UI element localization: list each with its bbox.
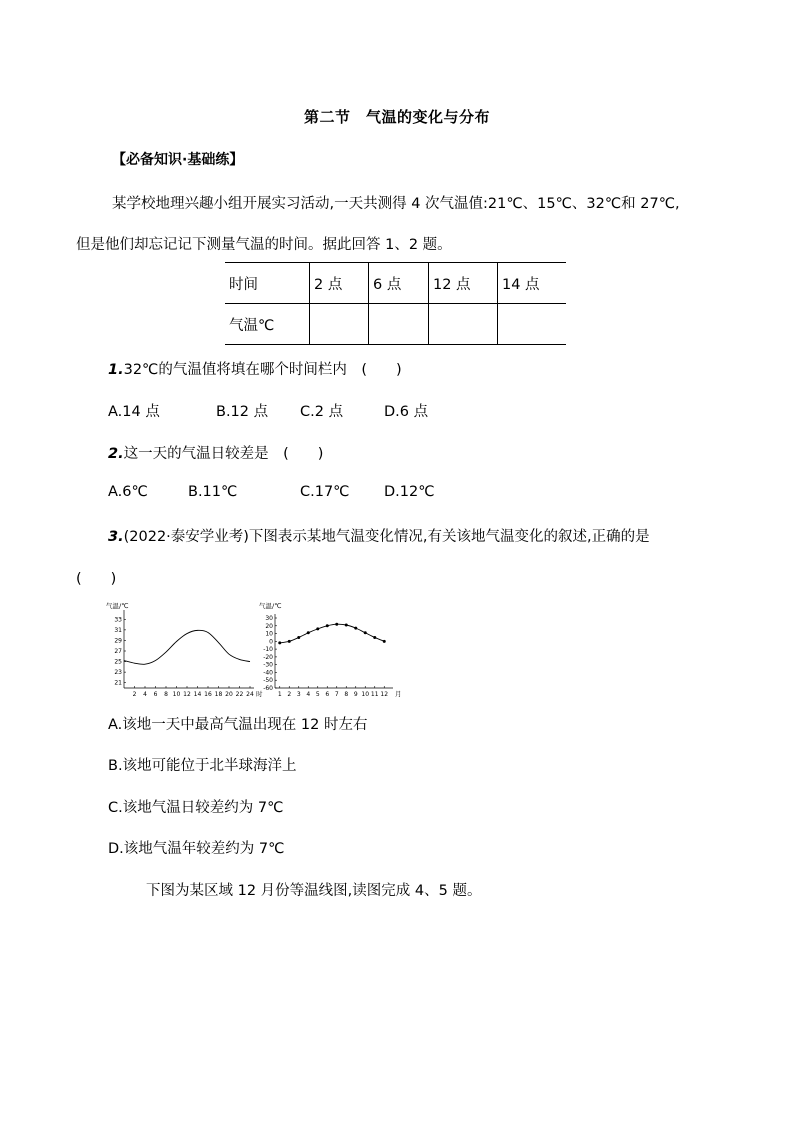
x-tick-label: 2 xyxy=(287,691,292,698)
x-axis-unit: 月 xyxy=(395,690,402,698)
y-tick-label: 10 xyxy=(265,630,273,638)
q3-option-d: D.该地气温年较差约为 7℃ xyxy=(108,841,285,857)
y-tick-label: -30 xyxy=(263,661,273,669)
q2-option-a: A.6℃ xyxy=(108,484,148,500)
question-1 xyxy=(108,358,402,379)
x-tick-label: 8 xyxy=(164,691,168,698)
x-tick-label: 22 xyxy=(235,691,244,698)
q2-option-d: D.12℃ xyxy=(384,484,435,500)
table-row xyxy=(225,263,566,304)
y-tick-label: -20 xyxy=(263,653,273,661)
y-tick-label: 29 xyxy=(114,637,122,645)
table-cell: 12 点 xyxy=(429,263,498,304)
closing-paragraph: 下图为某区域 12 月份等温线图,读图完成 4、5 题。 xyxy=(146,883,482,899)
x-tick-label: 4 xyxy=(143,691,147,698)
x-tick-label: 12 xyxy=(183,691,191,698)
x-tick-label: 8 xyxy=(344,691,349,698)
temperature-table xyxy=(225,262,566,345)
q1-option-a: A.14 点 xyxy=(108,404,160,420)
data-point xyxy=(335,623,338,626)
x-tick-label: 6 xyxy=(325,691,330,698)
x-tick-label: 14 xyxy=(193,691,202,698)
y-tick-label: 33 xyxy=(114,616,122,624)
page-title: 第二节 气温的变化与分布 xyxy=(303,108,490,126)
annual-temperature-chart xyxy=(255,600,405,700)
q1-option-b: B.12 点 xyxy=(216,404,269,420)
table-cell xyxy=(429,304,498,345)
data-point xyxy=(373,636,376,639)
x-tick-label: 20 xyxy=(225,691,233,698)
x-tick-label: 10 xyxy=(172,691,181,698)
data-point xyxy=(307,631,310,634)
question-text: 32℃的气温值将填在哪个时间栏内 ( ) xyxy=(123,362,402,378)
series-line xyxy=(280,624,385,643)
y-axis-label: 气温/℃ xyxy=(106,602,129,610)
intro-line-2: 但是他们却忘记记下测量气温的时间。据此回答 1、2 题。 xyxy=(76,237,452,253)
x-tick-label: 18 xyxy=(214,691,223,698)
y-tick-label: -50 xyxy=(263,677,273,685)
x-axis-unit: 时 xyxy=(256,690,263,698)
question-3 xyxy=(108,525,650,546)
question-2 xyxy=(108,442,323,463)
data-point xyxy=(364,631,367,634)
q3-answer-bracket: ( ) xyxy=(76,571,117,587)
x-tick-label: 9 xyxy=(353,691,358,698)
y-tick-label: -10 xyxy=(263,646,273,654)
data-point xyxy=(383,640,386,643)
y-tick-label: -40 xyxy=(263,669,273,677)
q2-option-b: B.11℃ xyxy=(188,484,238,500)
x-tick-label: 3 xyxy=(296,691,301,698)
data-point xyxy=(316,627,319,630)
table-cell: 时间 xyxy=(225,263,310,304)
q2-option-c: C.17℃ xyxy=(300,484,350,500)
data-point xyxy=(297,636,300,639)
q3-option-a: A.该地一天中最高气温出现在 12 时左右 xyxy=(108,717,368,733)
x-tick-label: 2 xyxy=(132,691,137,698)
question-text: 这一天的气温日较差是 ( ) xyxy=(123,446,324,462)
data-point xyxy=(354,627,357,630)
table-cell: 气温℃ xyxy=(225,304,310,345)
x-tick-label: 10 xyxy=(361,691,370,698)
x-tick-label: 6 xyxy=(153,691,158,698)
y-tick-label: 21 xyxy=(114,679,122,687)
table-row xyxy=(225,304,566,345)
data-point xyxy=(278,641,281,644)
y-tick-label: 27 xyxy=(114,648,122,655)
table-cell xyxy=(369,304,429,345)
q1-option-d: D.6 点 xyxy=(384,404,429,420)
table-cell: 2 点 xyxy=(310,263,369,304)
y-tick-label: 23 xyxy=(114,669,122,677)
y-tick-label: 31 xyxy=(114,626,122,634)
x-tick-label: 4 xyxy=(306,691,311,698)
data-point xyxy=(345,624,348,627)
table-cell xyxy=(310,304,369,345)
data-point xyxy=(326,624,329,627)
x-tick-label: 1 xyxy=(277,691,282,698)
data-point xyxy=(288,640,291,643)
table-cell: 6 点 xyxy=(369,263,429,304)
q1-option-c: C.2 点 xyxy=(300,404,344,420)
q3-option-c: C.该地气温日较差约为 7℃ xyxy=(108,800,284,816)
y-tick-label: 0 xyxy=(269,638,273,646)
y-tick-label: 30 xyxy=(265,615,273,622)
y-axis-label: 气温/℃ xyxy=(259,602,282,610)
x-tick-label: 7 xyxy=(334,691,339,698)
series-line xyxy=(124,630,250,664)
x-tick-label: 24 xyxy=(246,691,254,698)
section-label: 【必备知识·基础练】 xyxy=(112,152,244,168)
q3-option-b: B.该地可能位于北半球海洋上 xyxy=(108,758,297,774)
question-number: 1. xyxy=(108,362,124,378)
question-number: 3. xyxy=(108,529,124,545)
daily-temperature-chart xyxy=(100,600,265,700)
y-tick-label: -60 xyxy=(263,685,273,692)
x-tick-label: 5 xyxy=(315,691,320,698)
y-tick-label: 20 xyxy=(265,622,273,630)
table-cell: 14 点 xyxy=(498,263,567,304)
y-tick-label: 25 xyxy=(114,658,122,666)
question-number: 2. xyxy=(108,446,124,462)
intro-line-1: 某学校地理兴趣小组开展实习活动,一天共测得 4 次气温值:21℃、15℃、32℃和 27℃, xyxy=(112,196,680,212)
question-text: (2022·泰安学业考)下图表示某地气温变化情况,有关该地气温变化的叙述,正确的是 xyxy=(123,529,650,545)
table-cell xyxy=(498,304,567,345)
x-tick-label: 16 xyxy=(204,691,212,698)
x-tick-label: 12 xyxy=(380,691,389,698)
x-tick-label: 11 xyxy=(370,691,379,698)
